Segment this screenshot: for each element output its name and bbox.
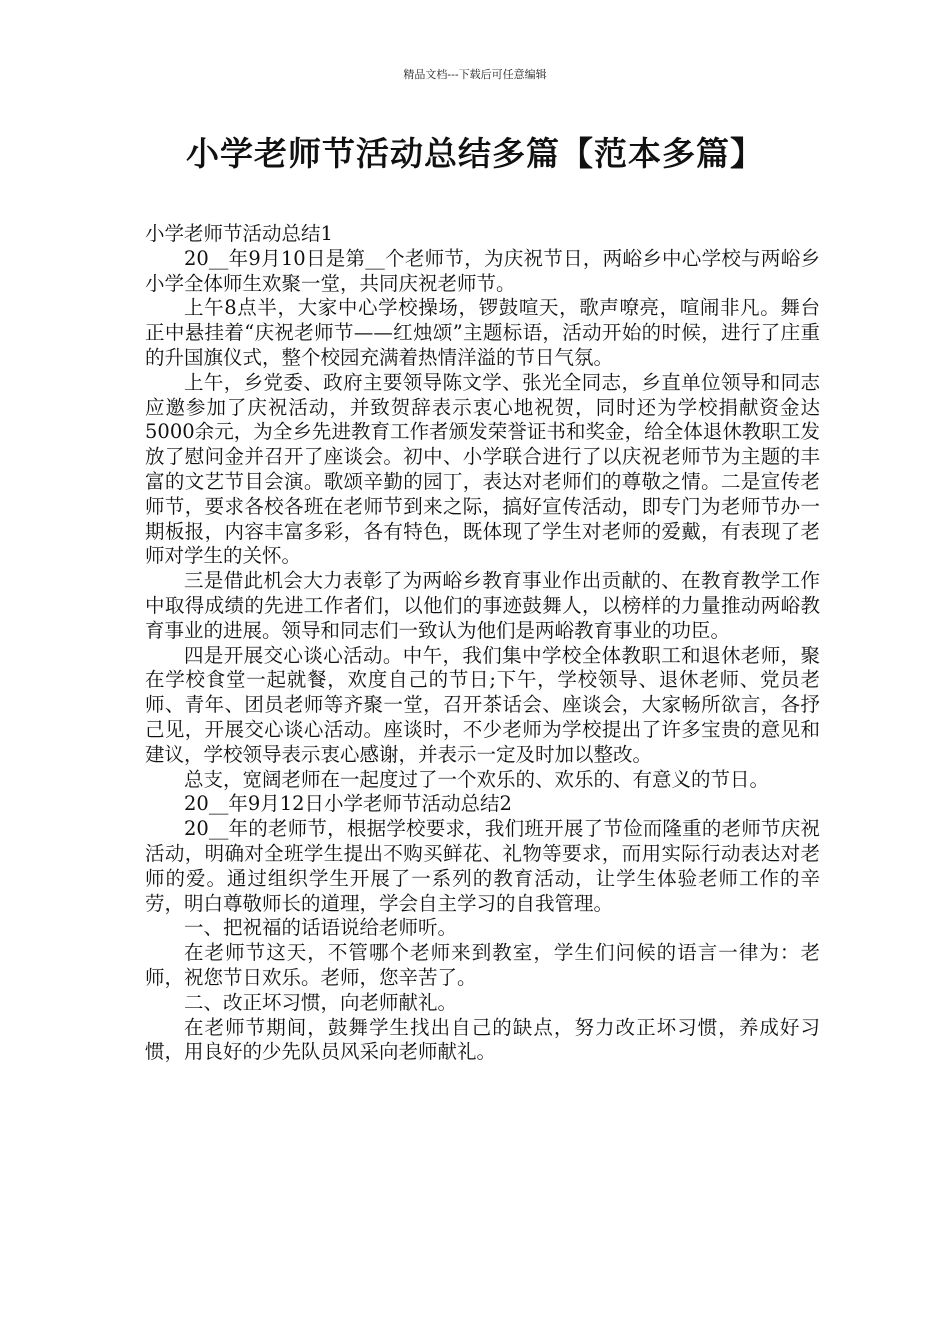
section-heading-1: 小学老师节活动总结1	[145, 222, 333, 245]
paragraph: 三是借此机会大力表彰了为两峪乡教育事业作出贡献的、在教育教学工作中取得成绩的先进工作者们，以他们的事迹鼓舞人，以榜样的力量推动两峪教育事业的进展。领导和同志们一致认为他们是两峪教育事业的功臣。	[145, 569, 820, 642]
paragraph: 四是开展交心谈心活动。中午，我们集中学校全体教职工和退休老师，聚在学校食堂一起就餐，欢度自己的节日;下午，学校领导、退休老师、党员老师、青年、团员老师等齐聚一堂，召开茶话会、座谈会，大家畅所欲言，各抒己见，开展交心谈心活动。座谈时，不少老师为学校提出了许多宝贵的意见和建议，学校领导表示衷心感谢，并表示一定及时加以整改。	[145, 643, 820, 766]
section-heading-2: 20__年9月12日小学老师节活动总结2	[184, 792, 512, 816]
paragraph: 上午，乡党委、政府主要领导陈文学、张光全同志，乡直单位领导和同志应邀参加了庆祝活动，并致贺辞表示衷心地祝贺，同时还为学校捐献资金达5000余元，为全乡先进教育工作者颁发荣誉证书和奖金，给全体退休教职工发放了慰问金并召开了座谈会。初中、小学联合进行了以庆祝老师节为主题的丰富的文艺节目会演。歌颂辛勤的园丁，表达对老师们的尊敬之情。二是宣传老师节，要求各校各班在老师节到来之际，搞好宣传活动，即专门为老师节办一期板报，内容丰富多彩，各有特色，既体现了学生对老师的爱戴，有表现了老师对学生的关怀。	[145, 370, 820, 568]
paragraph: 20__年9月10日是第__个老师节，为庆祝节日，两峪乡中心学校与两峪乡小学全体师生欢聚一堂，共同庆祝老师节。	[145, 246, 820, 295]
subheading: 一、把祝福的话语说给老师听。	[184, 916, 458, 940]
paragraph: 20__年的老师节，根据学校要求，我们班开展了节俭而隆重的老师节庆祝活动，明确对全班学生提出不购买鲜花、礼物等要求，而用实际行动表达对老师的爱。通过组织学生开展了一系列的教育活动，让学生体验老师工作的辛劳，明白尊敬师长的道理，学会自主学习的自我管理。	[145, 817, 820, 915]
paragraph: 在老师节期间，鼓舞学生找出自己的缺点，努力改正坏习惯，养成好习惯，用良好的少先队员风采向老师献礼。	[145, 1015, 820, 1064]
document-body	[145, 222, 820, 1065]
document-title: 小学老师节活动总结多篇【范本多篇】	[186, 134, 764, 173]
page-header-note: 精品文档---下载后可任意编辑	[403, 68, 547, 81]
paragraph: 上午8点半，大家中心学校操场，锣鼓喧天，歌声嘹亮，喧闹非凡。舞台正中悬挂着“庆祝老师节——红烛颂”主题标语，活动开始的时候，进行了庄重的升国旗仪式，整个校园充满着热情洋溢的节日气氛。	[145, 296, 820, 369]
paragraph: 在老师节这天，不管哪个老师来到教室，学生们问候的语言一律为：老师，祝您节日欢乐。老师，您辛苦了。	[145, 941, 820, 989]
subheading: 二、改正坏习惯，向老师献礼。	[184, 990, 458, 1014]
paragraph: 总支，宽阔老师在一起度过了一个欢乐的、欢乐的、有意义的节日。	[184, 767, 770, 791]
